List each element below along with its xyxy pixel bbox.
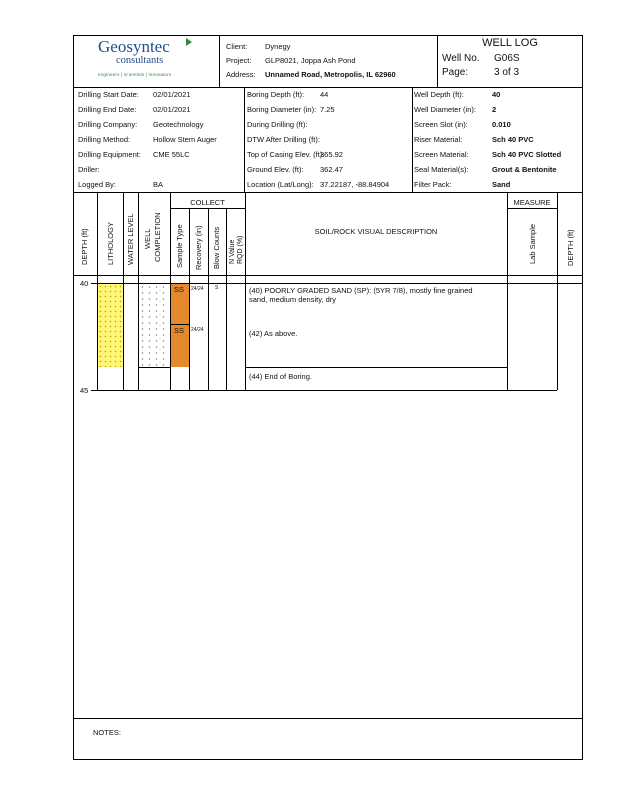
info-vline-2 bbox=[412, 87, 413, 192]
info-label: Boring Diameter (in): bbox=[247, 105, 317, 114]
info-value: Sch 40 PVC bbox=[492, 135, 534, 144]
info-row bbox=[78, 90, 191, 99]
header-vline-1 bbox=[219, 35, 220, 87]
info-vline-1 bbox=[244, 87, 245, 192]
sample-type-header: Sample Type bbox=[175, 224, 184, 268]
info-row bbox=[414, 120, 511, 129]
depth-tick-end bbox=[91, 390, 97, 391]
info-row bbox=[247, 90, 329, 99]
info-row bbox=[78, 150, 190, 159]
logo-name: Geosyntec bbox=[98, 37, 170, 56]
col-line-7 bbox=[226, 208, 227, 390]
info-label: Riser Material: bbox=[414, 135, 463, 144]
info-label: Location (Lat/Long): bbox=[247, 180, 314, 189]
info-row bbox=[414, 135, 534, 144]
info-row bbox=[414, 105, 497, 114]
info-value: 362.47 bbox=[320, 165, 343, 174]
info-row bbox=[414, 90, 501, 99]
sample-1-type: SS bbox=[174, 285, 185, 294]
description-line-4: (44) End of Boring. bbox=[249, 372, 312, 381]
depth-start: 40 bbox=[80, 279, 89, 288]
recovery-header: Recovery (in) bbox=[194, 225, 203, 270]
info-value: 7.25 bbox=[320, 105, 335, 114]
sample-2-recovery: 24/24 bbox=[191, 327, 204, 333]
description-line-1: (40) POORLY GRADED SAND (SP): (5YR 7/8), mostly fine grained bbox=[249, 286, 473, 295]
sample-1-blows: S bbox=[215, 285, 219, 291]
depth-tick-start bbox=[91, 283, 97, 284]
log-bottom-line bbox=[97, 390, 557, 391]
info-label: Filter Pack: bbox=[414, 180, 452, 189]
col-line-10 bbox=[557, 192, 558, 390]
info-label: Logged By: bbox=[78, 180, 116, 189]
well-log-title: WELL LOG bbox=[482, 37, 538, 49]
n-value-header: N Value bbox=[229, 239, 236, 264]
info-label: Drilling Method: bbox=[78, 135, 131, 144]
address-value: Unnamed Road, Metropolis, IL 62960 bbox=[265, 70, 396, 79]
project-value: GLP8021, Joppa Ash Pond bbox=[265, 56, 356, 65]
info-label: DTW After Drilling (ft): bbox=[247, 135, 320, 144]
info-row bbox=[78, 180, 164, 189]
info-value: Sand bbox=[492, 180, 511, 189]
col-line-6 bbox=[208, 208, 209, 390]
depth-header: DEPTH (ft) bbox=[80, 228, 89, 265]
well-grout bbox=[139, 284, 170, 367]
info-row bbox=[414, 150, 562, 159]
water-level-header: WATER LEVEL bbox=[126, 213, 135, 265]
well-completion-header-1: WELL bbox=[143, 228, 152, 249]
info-value: 365.92 bbox=[320, 150, 343, 159]
info-value: 02/01/2021 bbox=[153, 90, 191, 99]
info-row bbox=[247, 105, 335, 114]
info-value: 2 bbox=[492, 105, 497, 114]
project-label: Project: bbox=[226, 56, 252, 65]
address-label: Address: bbox=[226, 70, 256, 79]
info-label: Drilling Equipment: bbox=[78, 150, 141, 159]
info-label: Screen Slot (in): bbox=[414, 120, 468, 129]
lithology-header: LITHOLOGY bbox=[106, 222, 115, 265]
info-value: 0.010 bbox=[492, 120, 511, 129]
info-label: During Drilling (ft): bbox=[247, 120, 308, 129]
sample-1-recovery: 24/24 bbox=[191, 286, 204, 292]
lithology-sand bbox=[98, 284, 123, 367]
info-label: Drilling End Date: bbox=[78, 105, 137, 114]
col-line-9 bbox=[507, 192, 508, 390]
collect-header: COLLECT bbox=[190, 198, 225, 207]
info-row bbox=[414, 165, 557, 174]
client-label: Client: bbox=[226, 42, 248, 51]
info-label: Ground Elev. (ft): bbox=[247, 165, 304, 174]
description-line-2: sand, medium density, dry bbox=[249, 295, 336, 304]
description-header: SOIL/ROCK VISUAL DESCRIPTION bbox=[314, 227, 438, 236]
info-value: Geotechnology bbox=[153, 120, 204, 129]
notes-divider bbox=[73, 718, 583, 719]
client-value: Dynegy bbox=[265, 42, 291, 51]
col-line-5 bbox=[189, 208, 190, 390]
info-label: Boring Depth (ft): bbox=[247, 90, 305, 99]
depth-right-header: DEPTH (ft) bbox=[566, 229, 575, 266]
info-label: Well Diameter (in): bbox=[414, 105, 476, 114]
description-line-3: (42) As above. bbox=[249, 329, 298, 338]
sample-2-type: SS bbox=[174, 326, 185, 335]
depth-end: 45 bbox=[80, 386, 89, 395]
measure-header: MEASURE bbox=[513, 198, 551, 207]
end-boring-line bbox=[245, 367, 507, 368]
info-value: BA bbox=[153, 180, 164, 189]
header-divider bbox=[73, 87, 583, 88]
info-row bbox=[247, 165, 343, 174]
info-value: Hollow Stem Auger bbox=[153, 135, 217, 144]
info-row bbox=[78, 135, 217, 144]
well-bottom-line bbox=[138, 367, 170, 368]
col-line-8 bbox=[245, 192, 246, 390]
page-value: 3 of 3 bbox=[494, 67, 520, 78]
page-label: Page: bbox=[442, 67, 469, 78]
info-label: Screen Material: bbox=[414, 150, 469, 159]
lab-sample-header: Lab Sample bbox=[528, 223, 537, 264]
info-value: 40 bbox=[492, 90, 501, 99]
info-row bbox=[78, 165, 100, 174]
info-value: 37.22187, -88.84904 bbox=[320, 180, 390, 189]
info-row bbox=[78, 120, 204, 129]
info-row bbox=[414, 180, 511, 189]
measure-divider bbox=[507, 208, 557, 209]
info-value: Sch 40 PVC Slotted bbox=[492, 150, 562, 159]
blow-counts-header: Blow Counts bbox=[212, 226, 221, 269]
logo-sub: consultants bbox=[116, 55, 164, 66]
logo-tagline: engineers | scientists | innovators bbox=[98, 72, 172, 77]
col-line-2 bbox=[123, 192, 124, 390]
well-no-label: Well No. bbox=[442, 53, 480, 64]
info-value: CME 55LC bbox=[153, 150, 190, 159]
info-row bbox=[247, 120, 307, 129]
info-row bbox=[78, 105, 191, 114]
rqd-header: RQD (%) bbox=[237, 235, 244, 264]
info-label: Drilling Start Date: bbox=[78, 90, 139, 99]
info-value: 02/01/2021 bbox=[153, 105, 191, 114]
info-label: Top of Casing Elev. (ft): bbox=[247, 150, 325, 159]
info-label: Drilling Company: bbox=[78, 120, 138, 129]
info-row bbox=[247, 180, 390, 189]
well-completion-header-2: COMPLETION bbox=[153, 212, 162, 262]
info-row bbox=[247, 150, 343, 159]
notes-label: NOTES: bbox=[93, 728, 121, 737]
info-value: Grout & Bentonite bbox=[492, 165, 557, 174]
info-row bbox=[247, 135, 320, 144]
info-label: Seal Material(s): bbox=[414, 165, 469, 174]
info-label: Driller: bbox=[78, 165, 100, 174]
well-no-value: G06S bbox=[494, 53, 520, 64]
logo-triangle-icon bbox=[186, 38, 192, 46]
company-logo bbox=[98, 37, 171, 77]
info-label: Well Depth (ft): bbox=[414, 90, 464, 99]
sample-divider bbox=[170, 324, 189, 325]
info-value: 44 bbox=[320, 90, 329, 99]
